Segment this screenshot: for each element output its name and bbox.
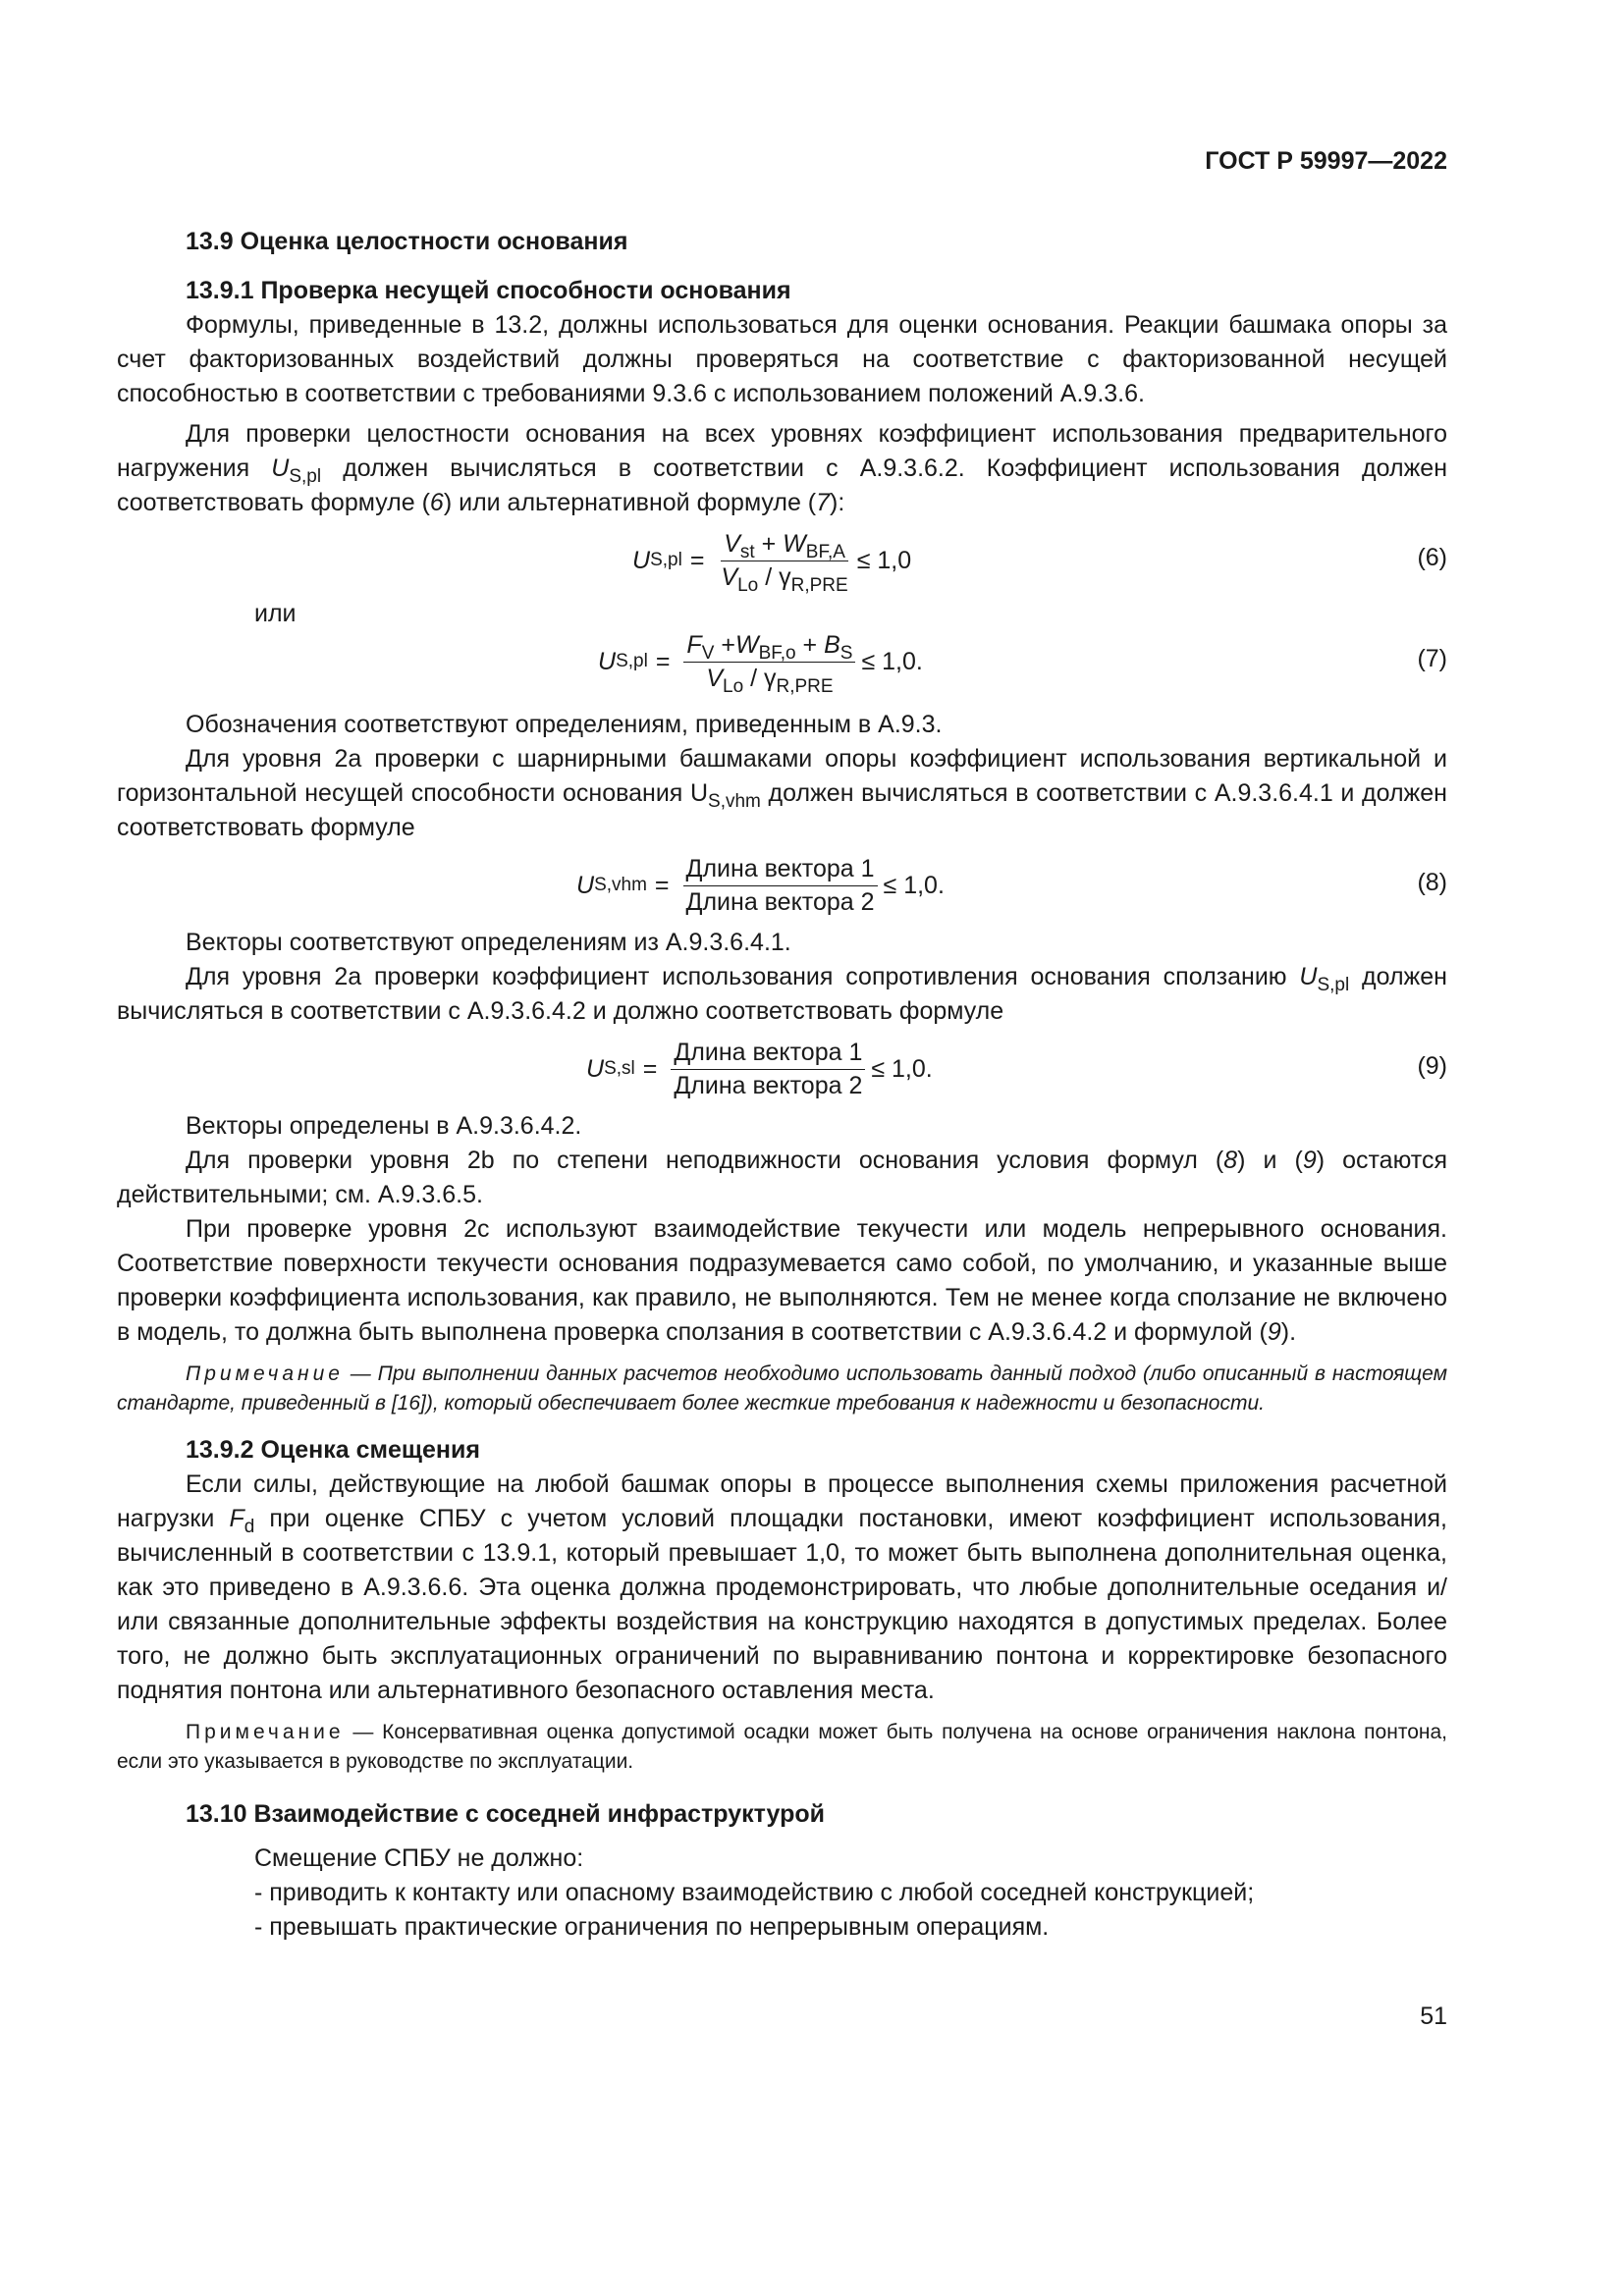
content	[117, 224, 1447, 1945]
paragraph: Векторы определены в А.9.3.6.4.2.	[186, 1112, 582, 1140]
page-number: 51	[1420, 2002, 1447, 2030]
section-13-10-title: 13.10 Взаимодействие с соседней инфраструктурой	[186, 1800, 825, 1828]
paragraph: Для уровня 2а проверки с шарнирными башмаками опоры коэффициент использования вертикальной и горизонтальной несущей способности основания $U_{S,vhm}$ должен вычисляться в соответствии с А.9.3.6.4.1 и должен соответствовать формуле	[117, 745, 1447, 841]
list-item: - превышать практические ограничения по непрерывным операциям.	[254, 1913, 1050, 1941]
subsection-13-9-1-title: 13.9.1 Проверка несущей способности основания	[186, 277, 791, 304]
paragraph: При проверке уровня 2с используют взаимодействие текучести или модель непрерывного основания. Соответствие поверхности текучести основания подразумевается само собой, по умолчанию, и указанные выше проверки коэффициента использования, как правило, не выполняются. Тем не менее когда сползание не включено в модель, то должна быть выполнена проверка сползания в соответствии с А.9.3.6.4.2 и формулой (9).	[117, 1215, 1447, 1346]
paragraph: Векторы соответствуют определениям из А.9.3.6.4.1.	[186, 929, 791, 956]
formula-number: (9)	[1417, 1052, 1447, 1080]
note-2: Примечание — Консервативная оценка допустимой осадки может быть получена на основе ограничения наклона понтона, если это указывается в руководстве по эксплуатации.	[117, 1721, 1447, 1773]
list-item: - приводить к контакту или опасному взаимодействию с любой соседней конструкцией;	[254, 1879, 1255, 1906]
standard-header: ГОСТ Р 59997—2022	[1205, 147, 1447, 175]
note-1: Примечание — При выполнении данных расчетов необходимо использовать данный подход (либо описанный в настоящем стандарте, приведенный в [16]), который обеспечивает более жесткие требования к надежности и безопасности.	[117, 1362, 1447, 1415]
paragraph: Если силы, действующие на любой башмак опоры в процессе выполнения схемы приложения расчетной нагрузки $F_d$ при оценке СПБУ с учетом условий площадки постановки, имеют коэффициент использования, вычисленный в соответствии с 13.9.1, который превышает 1,0, то может быть выполнена дополнительная оценка, как это приведено в А.9.3.6.6. Эта оценка должна продемонстрировать, что любые дополнительные оседания и/или связанные дополнительные эффекты воздействия на конструкцию находятся в допустимых пределах. Более того, не должно быть эксплуатационных ограничений по выравниванию понтона и корректировке безопасного поднятия понтона или альтернативного безопасного оставления места.	[117, 1470, 1447, 1704]
paragraph: Для уровня 2а проверки коэффициент использования сопротивления основания сползанию $U_{S,pl}$ должен вычисляться в соответствии с А.9.3.6.4.2 и должно соответствовать формуле	[117, 963, 1447, 1025]
formula-number: (6)	[1417, 544, 1447, 571]
or-text: или	[254, 600, 297, 627]
formula-6: U S,pl = $\frac{V_{st} + W_{BF,A}}{V_{Lo} / \gamma_{R,PRE}}$ ≤ 1,0 (6)	[632, 529, 1447, 596]
list-intro: Смещение СПБУ не должно:	[254, 1844, 584, 1872]
paragraph: Для проверки уровня 2b по степени неподвижности основания условия формул (8) и (9) остаются действительными; см. А.9.3.6.5.	[117, 1147, 1447, 1208]
paragraph: Формулы, приведенные в 13.2, должны использоваться для оценки основания. Реакции башмака опоры за счет факторизованных воздействий должны проверяться на соответствие с факторизованной несущей способностью в соответствии с требованиями 9.3.6 с использованием положений А.9.3.6.	[117, 311, 1447, 407]
paragraph: Обозначения соответствуют определениям, приведенным в А.9.3.	[186, 711, 943, 738]
paragraph: Для проверки целостности основания на всех уровнях коэффициент использования предварительного нагружения $U_{S,pl}$ должен вычисляться в соответствии с А.9.3.6.2. Коэффициент использования должен соответствовать формуле (6) или альтернативной формуле (7):	[117, 420, 1448, 516]
formula-9: U S,sl = $\frac{\text{Длина вектора 1}}{\text{Длина вектора 2}}$ ≤ 1,0. (9)	[586, 1038, 1447, 1099]
formula-number: (7)	[1417, 645, 1447, 672]
formula-7: U S,pl = $\frac{F_V +W_{BF,o} + B_S}{V_{Lo} / \gamma_{R,PRE}}$ ≤ 1,0. (7)	[598, 630, 1447, 697]
formula-number: (8)	[1417, 869, 1447, 896]
formula-8: U S,vhm = $\frac{\text{Длина вектора 1}}{\text{Длина вектора 2}}$ ≤ 1,0. (8)	[576, 854, 1447, 916]
section-13-9-title: 13.9 Оценка целостности основания	[186, 228, 628, 255]
subsection-13-9-2-title: 13.9.2 Оценка смещения	[186, 1436, 480, 1464]
